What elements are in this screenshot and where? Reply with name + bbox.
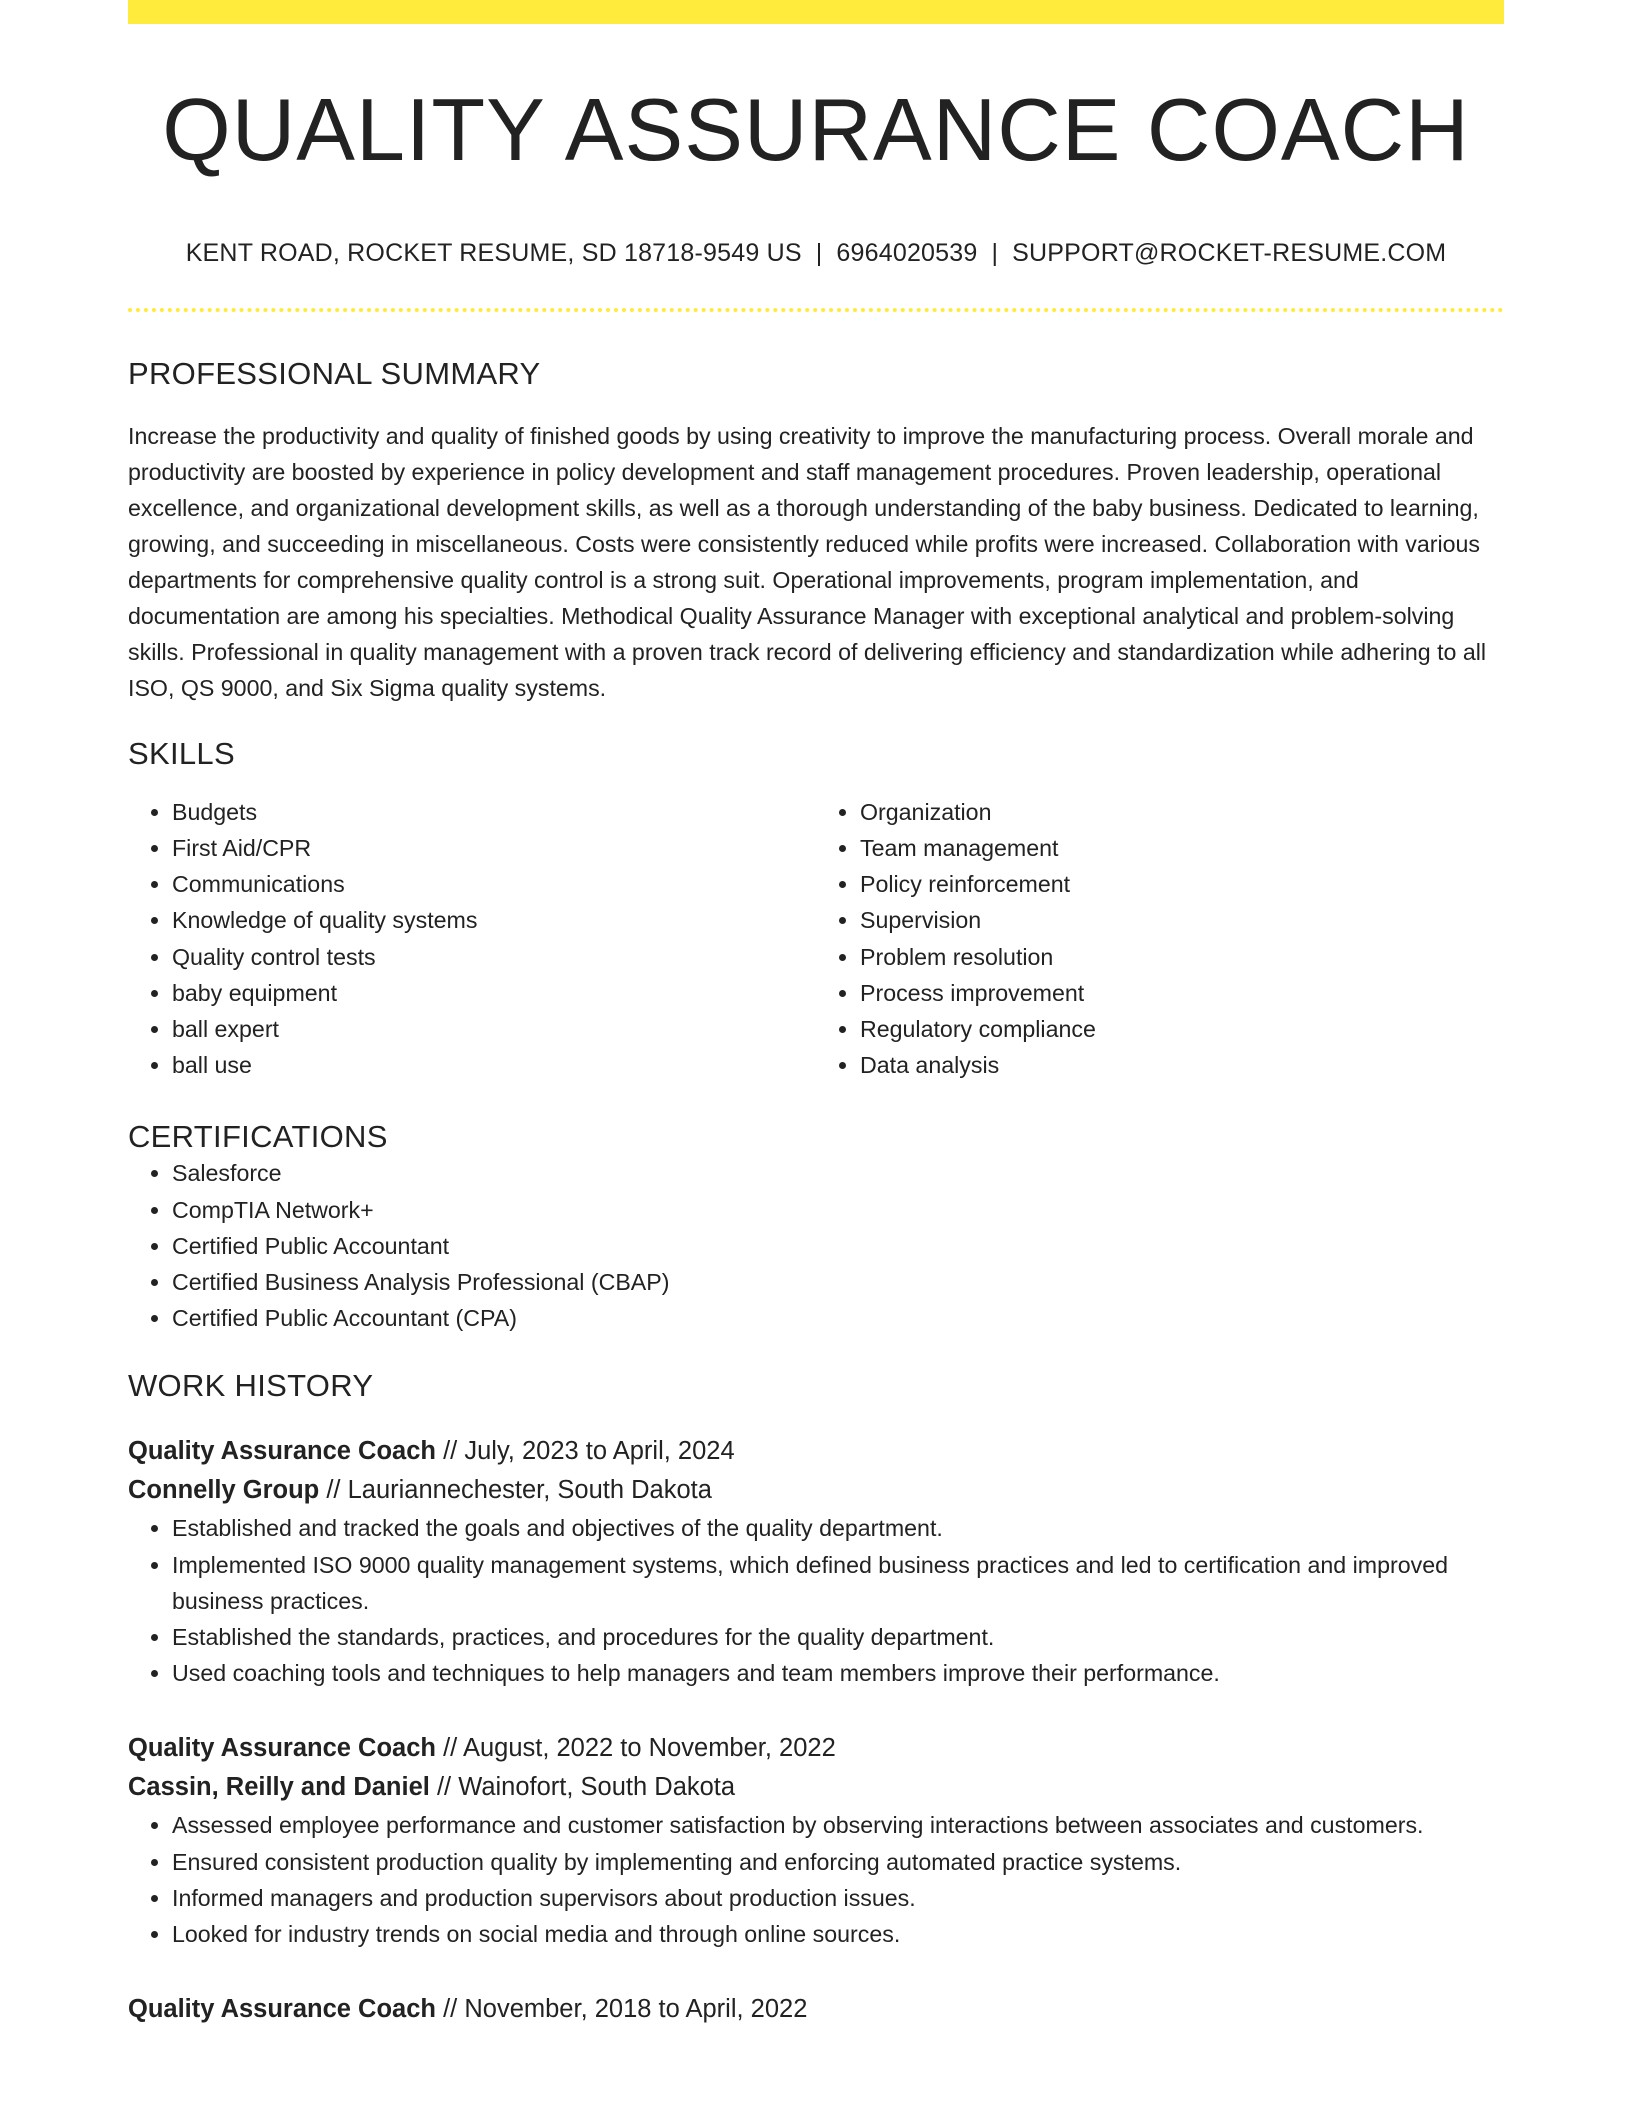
skills-left-list: [128, 794, 816, 1084]
work-history-heading: WORK HISTORY: [128, 1368, 374, 1404]
job-title: Quality Assurance Coach: [128, 1734, 436, 1763]
job-company-line: [128, 1471, 1504, 1510]
certification-item: • Certified Public Accountant (CPA): [172, 1300, 1504, 1336]
skill-item: • Supervision: [860, 902, 1504, 938]
skill-item: • baby equipment: [172, 975, 816, 1011]
accent-top-bar: [128, 0, 1504, 24]
skill-item: • Communications: [172, 866, 816, 902]
skill-item: • Problem resolution: [860, 939, 1504, 975]
resume-title: QUALITY ASSURANCE COACH: [162, 80, 1470, 179]
skill-item: • Budgets: [172, 794, 816, 830]
skill-item: • First Aid/CPR: [172, 830, 816, 866]
job-bullet: • Looked for industry trends on social media and through online sources.: [172, 1916, 1504, 1952]
skills-right-list: [816, 794, 1504, 1084]
certifications-list: [128, 1155, 1504, 1336]
job-bullet: • Used coaching tools and techniques to help managers and team members improve their performance.: [172, 1655, 1504, 1691]
job-title: Quality Assurance Coach: [128, 1995, 436, 2024]
contact-phone: 6964020539: [836, 238, 978, 267]
skills-heading: SKILLS: [128, 735, 235, 771]
job-company-line: [128, 1768, 1504, 1807]
job-entry: [128, 1729, 1504, 1952]
job-bullet: • Established and tracked the goals and objectives of the quality department.: [172, 1510, 1504, 1546]
job-bullets: [128, 1510, 1504, 1691]
skill-item: • ball use: [172, 1047, 816, 1083]
certification-item: • CompTIA Network+: [172, 1192, 1504, 1228]
job-bullets: [128, 1807, 1504, 1952]
skill-item: • Knowledge of quality systems: [172, 902, 816, 938]
job-title-line: [128, 1729, 1504, 1768]
job-title: Quality Assurance Coach: [128, 1437, 436, 1466]
skill-item: • Regulatory compliance: [860, 1011, 1504, 1047]
skill-item: • Policy reinforcement: [860, 866, 1504, 902]
job-title-line: [128, 1990, 1504, 2029]
job-bullet: • Assessed employee performance and customer satisfaction by observing interactions between associates and customers.: [172, 1807, 1504, 1843]
skill-item: • Data analysis: [860, 1047, 1504, 1083]
skill-item: • Team management: [860, 830, 1504, 866]
job-bullet: • Ensured consistent production quality by implementing and enforcing automated practice systems.: [172, 1844, 1504, 1880]
certification-item: • Certified Public Accountant: [172, 1228, 1504, 1264]
certifications-heading: CERTIFICATIONS: [128, 1119, 388, 1155]
skill-item: • Process improvement: [860, 975, 1504, 1011]
job-company: Connelly Group: [128, 1476, 320, 1505]
job-entry: [128, 1432, 1504, 1691]
job-dates: // August, 2022 to November, 2022: [443, 1734, 836, 1763]
job-entry: [128, 1990, 1504, 2029]
skill-item: • Quality control tests: [172, 939, 816, 975]
summary-text: Increase the productivity and quality of finished goods by using creativity to improve the manufacturing process. Overall morale and productivity are boosted by experience in policy development and staff management procedures. Proven leadership, operational excellence, and organizational development skills, as well as a thorough understanding of the baby business. Dedicated to learning, growing, and succeeding in miscellaneous. Costs were consistently reduced while profits were increased. Collaboration with various departments for comprehensive quality control is a strong suit. Operational improvements, program implementation, and documentation are among his specialties. Methodical Quality Assurance Manager with exceptional analytical and problem-solving skills. Professional in quality management with a proven track record of delivering efficiency and standardization while adhering to all ISO, QS 9000, and Six Sigma quality systems.: [128, 422, 1487, 701]
summary-heading: PROFESSIONAL SUMMARY: [128, 355, 541, 391]
job-bullet: • Informed managers and production supervisors about production issues.: [172, 1880, 1504, 1916]
job-company: Cassin, Reilly and Daniel: [128, 1773, 430, 1802]
skill-item: • ball expert: [172, 1011, 816, 1047]
certification-item: • Certified Business Analysis Professional (CBAP): [172, 1264, 1504, 1300]
contact-separator: |: [815, 238, 823, 267]
job-dates: // July, 2023 to April, 2024: [443, 1437, 735, 1466]
job-title-line: [128, 1432, 1504, 1471]
skill-item: • Organization: [860, 794, 1504, 830]
contact-line: [128, 239, 1504, 268]
job-location: // Wainofort, South Dakota: [436, 1773, 736, 1802]
job-location: // Lauriannechester, South Dakota: [326, 1476, 712, 1505]
certification-item: • Salesforce: [172, 1155, 1504, 1191]
contact-separator: |: [991, 238, 999, 267]
contact-address: KENT ROAD, ROCKET RESUME, SD 18718-9549 US: [185, 238, 802, 267]
resume-page: [128, 0, 1504, 2029]
job-bullet: • Implemented ISO 9000 quality management systems, which defined business practices and led to certification and improved business practices.: [172, 1547, 1504, 1619]
contact-email: SUPPORT@ROCKET-RESUME.COM: [1012, 238, 1447, 267]
job-bullet: • Established the standards, practices, and procedures for the quality department.: [172, 1619, 1504, 1655]
dotted-divider: [128, 308, 1504, 312]
job-dates: // November, 2018 to April, 2022: [443, 1995, 808, 2024]
skills-columns: [128, 794, 1504, 1084]
